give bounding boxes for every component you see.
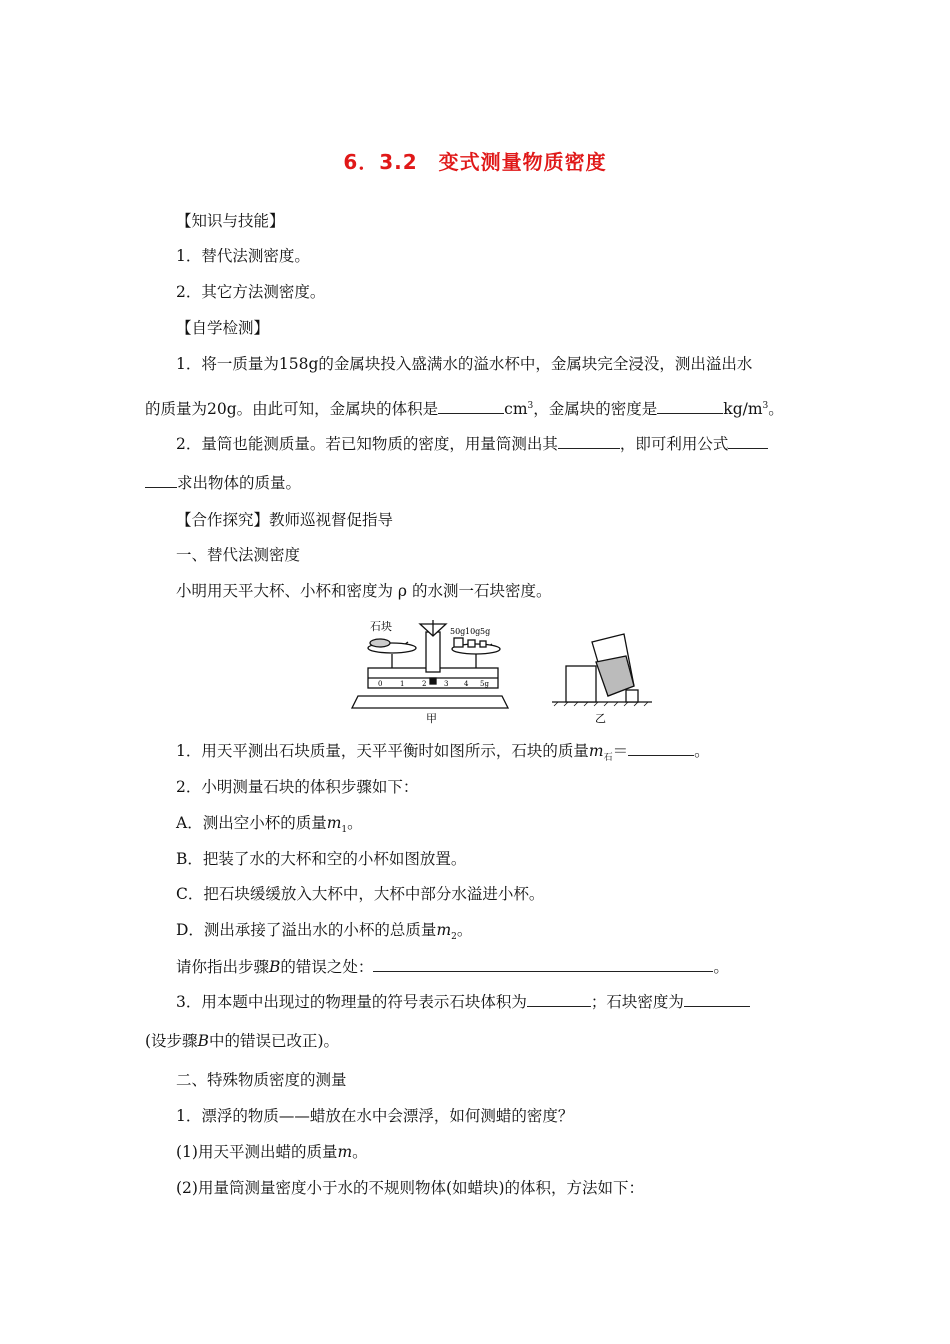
selftest-q2-line1: 2．量筒也能测质量。若已知物质的密度，用量筒测出其 ，即可利用公式	[0, 434, 950, 454]
weight-label: 5g	[480, 627, 491, 636]
answer-blank	[558, 434, 620, 449]
part1-intro: 小明用天平大杯、小杯和密度为 ρ 的水测一石块密度。	[176, 582, 552, 600]
answer-blank	[438, 399, 504, 414]
scale-tick: 4	[464, 680, 469, 688]
selftest-q1-line1: 1．将一质量为158g的金属块投入盛满水的溢水杯中，金属块完全浸没，测出溢出水	[176, 355, 753, 373]
step-d: D．测出承接了溢出水的小杯的总质量$m_2$。	[176, 921, 473, 943]
knowledge-item: 2．其它方法测密度。	[176, 283, 326, 301]
question-2: 2．小明测量石块的体积步骤如下：	[176, 778, 419, 796]
question-1: 1．用天平测出石块质量，天平平衡时如图所示，石块的质量$m_石=$ 。	[176, 742, 710, 764]
selftest-q2-line2: 求出物体的质量。	[0, 473, 950, 493]
scale-tick: 0	[378, 680, 383, 688]
scale-tick: 1	[400, 680, 405, 688]
answer-blank	[373, 957, 713, 972]
step-c: C．把石块缓缓放入大杯中，大杯中部分水溢进小杯。	[176, 885, 545, 903]
knowledge-item: 1．替代法测密度。	[176, 247, 310, 265]
part2-step2: (2)用量筒测量密度小于水的不规则物体(如蜡块)的体积，方法如下：	[176, 1179, 645, 1197]
selftest-heading: 【自学检测】	[176, 319, 270, 337]
question-3-line2: (设步骤B中的错误已改正)。	[145, 1032, 340, 1050]
page-title: 6．3.2 变式测量物质密度	[343, 150, 607, 174]
scale-tick: 5g	[480, 680, 489, 688]
answer-blank	[628, 741, 694, 756]
answer-blank	[145, 473, 177, 488]
part2-step1: (1)用天平测出蜡的质量m。	[176, 1143, 368, 1161]
scale-tick: 2	[422, 680, 427, 688]
part1-heading: 一、替代法测密度	[176, 546, 301, 564]
answer-blank	[527, 992, 591, 1007]
part2-heading: 二、特殊物质密度的测量	[176, 1071, 347, 1089]
step-b: B．把装了水的大杯和空的小杯如图放置。	[176, 850, 467, 868]
selftest-q1-line2: 的质量为20g。由此可知，金属块的体积是 $cm^3$，金属块的密度是 $kg/m^3$。	[145, 400, 784, 419]
knowledge-heading: 【知识与技能】	[176, 212, 285, 230]
answer-blank	[728, 434, 768, 449]
step-a: A．测出空小杯的质量$m_1$。	[176, 814, 363, 836]
part2-q1: 1．漂浮的物质——蜡放在水中会漂浮，如何测蜡的密度？	[176, 1107, 574, 1125]
overflow-cup-icon	[552, 634, 652, 706]
answer-blank	[684, 992, 750, 1007]
question-3-line1: 3．用本题中出现过的物理量的符号表示石块体积为 ；石块密度为	[0, 992, 950, 1012]
figure-label-left: 甲	[426, 712, 437, 725]
figure-label-right: 乙	[595, 712, 606, 725]
coop-heading: 【合作探究】教师巡视督促指导	[176, 511, 394, 529]
answer-blank	[657, 399, 723, 414]
balance-and-overflow-figure	[340, 616, 660, 726]
step-b-error-question: 请你指出步骤B的错误之处： 。	[176, 958, 729, 976]
weight-label: 50g	[450, 627, 466, 636]
weight-label: 10g	[465, 627, 481, 636]
stone-label: 石块	[370, 620, 392, 633]
scale-tick: 3	[444, 680, 449, 688]
